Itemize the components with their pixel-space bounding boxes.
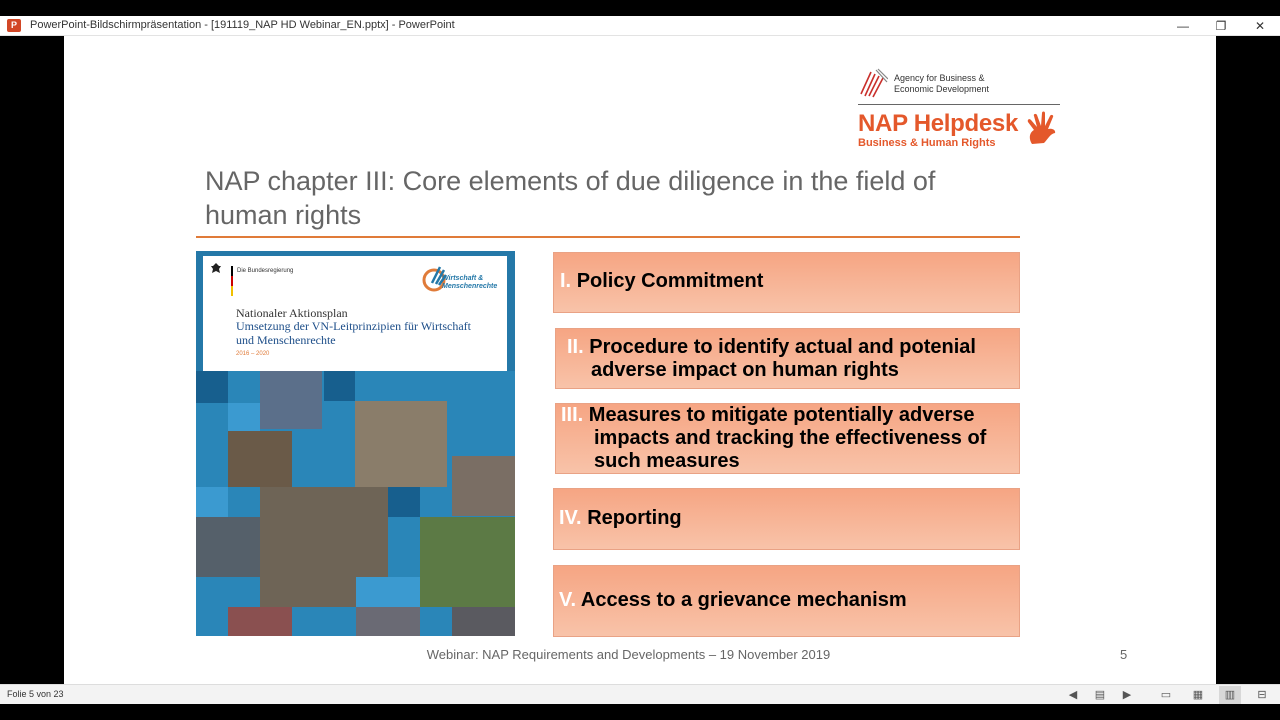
agency-name: Agency for Business & Economic Development [894, 73, 990, 94]
photo-welder [260, 371, 322, 429]
slideshow-icon[interactable]: ⊟ [1257, 689, 1267, 701]
slide[interactable] [64, 36, 1216, 684]
cover-heading: Nationaler Aktionsplan [236, 306, 348, 320]
german-flag-stripe [231, 266, 233, 296]
element-1-label: Policy Commitment [576, 270, 764, 292]
element-3-number: III. [561, 404, 584, 426]
slide-title: NAP chapter III: Core elements of due diligence in the field of human rights [205, 166, 936, 230]
element-3-label: Measures to mitigate potentially adverse impacts and tracking the effectiveness of such measures [588, 404, 987, 472]
element-5-label: Access to a grievance mechanism [580, 589, 907, 611]
cover-logo-text: Wirtschaft & Menschenrechte [442, 275, 498, 290]
photo-market [228, 607, 292, 636]
screen-top-bar [0, 0, 1280, 16]
screen-bottom-bar [0, 704, 1280, 720]
slide-counter: Folie 5 von 23 [7, 689, 64, 699]
powerpoint-icon: P [7, 19, 21, 32]
element-box-4 [553, 488, 1020, 550]
photo-textile-workers [355, 401, 447, 487]
element-box-5 [553, 565, 1020, 637]
presentation-stage [0, 36, 1280, 684]
element-5-number: V. [559, 589, 577, 611]
agency-logo-icon [858, 68, 888, 98]
element-4-label: Reporting [587, 507, 682, 529]
mosaic-tile [196, 487, 228, 517]
title-bar [0, 16, 1280, 36]
photo-deforestation [420, 517, 515, 607]
element-4-number: IV. [559, 507, 582, 529]
element-3-text [561, 404, 1016, 473]
mosaic-tile [324, 371, 355, 401]
nap-cover-image [196, 251, 515, 636]
mosaic-tile [356, 577, 420, 607]
photo-crowd [356, 607, 420, 636]
element-2-text [567, 336, 1017, 382]
close-button[interactable]: ✕ [1254, 19, 1266, 33]
photo-miner [452, 456, 515, 516]
reading-view-icon[interactable]: ▥ [1219, 686, 1241, 704]
cover-years: 2016 – 2020 [236, 351, 270, 357]
slide-sorter-icon[interactable]: ▦ [1192, 689, 1204, 701]
helpdesk-subtitle: Business & Human Rights [858, 137, 996, 149]
cover-subheading: Umsetzung der VN-Leitprinzipien für Wirtschaft und Menschenrechte [236, 319, 472, 347]
element-5-text [559, 589, 907, 612]
restore-button[interactable]: ❐ [1215, 19, 1227, 33]
slide-page-number: 5 [1120, 647, 1128, 662]
element-box-1 [553, 252, 1020, 313]
title-underline [196, 236, 1020, 238]
window-title: PowerPoint-Bildschirmpräsentation - [191119_NAP HD Webinar_EN.pptx] - PowerPoint [30, 19, 455, 31]
next-icon[interactable]: ▶ [1122, 689, 1132, 701]
element-1-number: I. [560, 270, 572, 292]
hand-icon [1024, 110, 1060, 146]
mosaic-tile [388, 487, 420, 517]
cover-government-label [210, 262, 228, 277]
mosaic-tile [196, 371, 228, 403]
nap-helpdesk-logo [858, 66, 1060, 154]
photo-workers [452, 607, 515, 636]
element-box-3 [555, 403, 1020, 474]
element-2-number: II. [567, 336, 584, 358]
previous-icon[interactable]: ◀ [1068, 689, 1078, 701]
eagle-icon [210, 262, 222, 274]
element-4-text [559, 507, 682, 530]
minimize-button[interactable]: — [1177, 19, 1189, 33]
element-1-text [560, 270, 763, 293]
element-box-2 [555, 328, 1020, 389]
normal-view-icon[interactable]: ▭ [1160, 689, 1172, 701]
photo-child-worker [196, 517, 260, 577]
helpdesk-name: NAP Helpdesk [858, 110, 1019, 137]
cover-government-text: Die Bundesregierung [237, 268, 294, 274]
logo-divider [858, 104, 1060, 105]
slide-footer: Webinar: NAP Requirements and Developments – 19 November 2019 [426, 647, 831, 662]
photo-classroom [228, 431, 292, 487]
element-2-label: Procedure to identify actual and potenial adverse impact on human rights [589, 336, 976, 381]
status-bar [0, 684, 1280, 704]
slide-list-icon[interactable]: ▤ [1094, 689, 1106, 701]
